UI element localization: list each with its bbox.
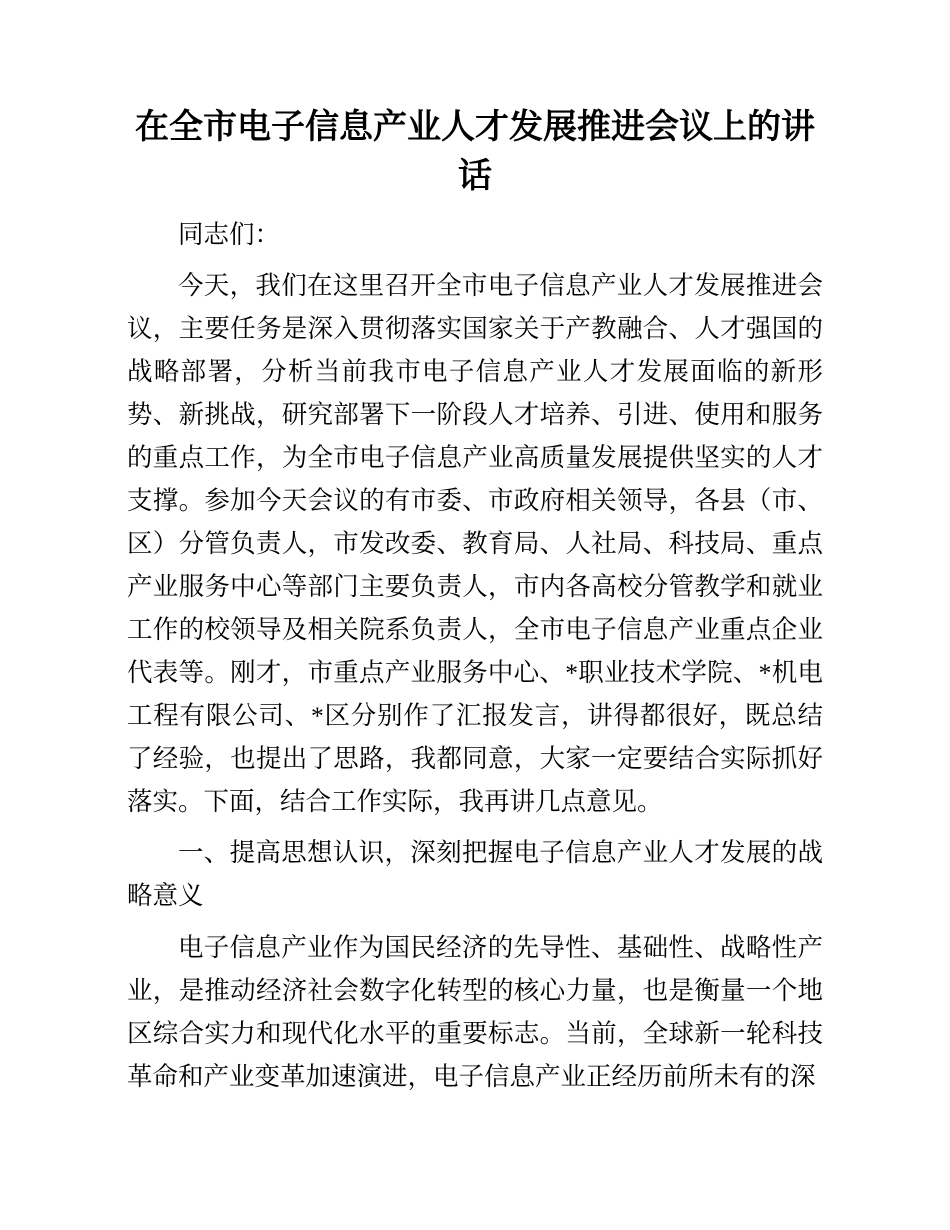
paragraph-salutation: 同志们：	[178, 220, 281, 249]
document-title: 在全市电子信息产业人才发展推进会议上的讲话	[135, 108, 815, 195]
paragraph-opening: 今天，我们在这里召开全市电子信息产业人才发展推进会议，主要任务是深入贯彻落实国家关于产教融合、人才强国的战略部署，分析当前我市电子信息产业人才发展面临的新形势、新挑战，研究部署下一阶段人才培养、引进、使用和服务的重点工作，为全市电子信息产业高质量发展提供坚实的人才支撑。参加今天会议的有市委、市政府相关领导，各县（市、区）分管负责人，市发改委、教育局、人社局、科技局、重点产业服务中心等部门主要负责人，市内各高校分管教学和就业工作的校领导及相关院系负责人，全市电子信息产业重点企业代表等。刚才，市重点产业服务中心、*职业技术学院、*机电工程有限公司、*区分别作了汇报发言，讲得都很好，既总结了经验，也提出了思路，我都同意，大家一定要结合实际抓好落实。下面，结合工作实际，我再讲几点意见。	[127, 271, 823, 816]
document-page	[127, 0, 823, 1098]
section-heading-1: 一、提高思想认识，深刻把握电子信息产业人才发展的战略意义	[127, 838, 823, 910]
paragraph-section-1-body: 电子信息产业作为国民经济的先导性、基础性、战略性产业，是推动经济社会数字化转型的核心力量，也是衡量一个地区综合实力和现代化水平的重要标志。当前，全球新一轮科技革命和产业变革加速演进，电子信息产业正经历前所未有的深	[127, 933, 823, 1091]
